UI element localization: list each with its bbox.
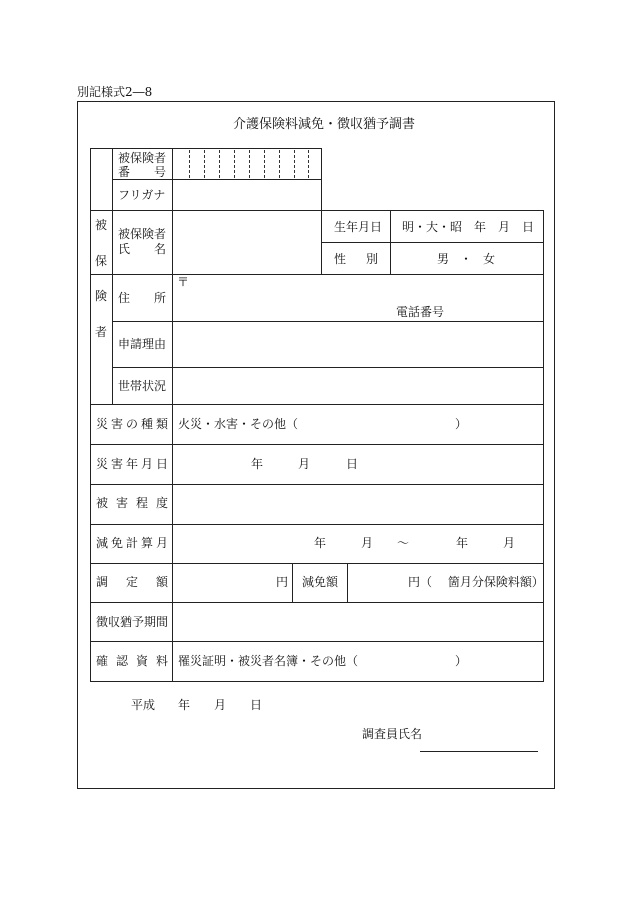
application-reason-label: 申請理由 [118,337,167,351]
disaster-date-field[interactable] [174,446,542,483]
investigator-signature-line[interactable] [420,751,538,752]
furigana-field[interactable] [174,181,320,209]
damage-degree-label: 被 害 程 度 [96,496,168,510]
reduction-amount-yen: 円（ 箇月分保険料額） [408,575,544,589]
damage-degree-field[interactable] [174,486,542,523]
footer-day: 日 [250,698,263,712]
deferral-period-label: 徴収猶予期間 [96,615,169,629]
insured-number-label-sub: 番 号 [118,165,166,179]
reduction-period-field[interactable] [174,526,542,562]
deferral-period-field[interactable] [174,604,542,640]
footer-year: 年 [178,698,191,712]
reduction-amount-label: 減免額 [302,575,339,589]
footer-month: 月 [214,698,227,712]
confirmation-label: 確 認 資 料 [96,654,168,668]
postal-mark: 〒 [177,275,190,289]
address-field[interactable] [190,278,540,302]
birth-date-field[interactable]: 明・大・昭 年 月 日 [402,220,535,234]
insured-number-label: 被保険者 [118,151,167,165]
insured-section-label: 被 保 険 者 [94,218,107,339]
sex-label: 性 別 [334,252,378,266]
confirmation-close-paren: ） [455,654,468,668]
determined-amount-yen: 円 [276,575,289,589]
disaster-date-month: 月 [298,457,311,471]
reduction-tilde: ～ [397,536,410,550]
form-number: 別記様式2―8 [77,85,153,99]
household-status-label: 世帯状況 [118,379,167,393]
determined-amount-field[interactable] [174,565,291,601]
furigana-label: フリガナ [118,188,166,202]
insured-number-field[interactable] [174,150,320,178]
reduction-from-year: 年 [314,536,327,550]
confirmation-options[interactable]: 罹災証明・被災者名簿・その他（ [178,654,359,668]
disaster-type-label: 災 害 の 種 類 [96,417,168,431]
birth-date-label: 生年月日 [334,220,383,234]
investigator-name-label: 調査員氏名 [362,727,423,741]
phone-label: 電話番号 [396,305,445,319]
disaster-type-close-paren: ） [455,417,468,431]
reduction-from-month: 月 [361,536,374,550]
disaster-type-options[interactable]: 火災・水害・その他（ [178,417,299,431]
footer-era: 平成 [131,698,156,712]
insured-name-field[interactable] [174,212,320,273]
disaster-date-day: 日 [346,457,359,471]
application-reason-field[interactable] [174,323,542,366]
insured-name-label-sub: 氏 名 [118,242,166,256]
determined-amount-label: 調 定 額 [96,575,168,589]
address-label: 住 所 [118,291,166,305]
reduction-period-label: 減 免 計 算 月 [96,536,168,550]
disaster-date-year: 年 [251,457,264,471]
reduction-to-month: 月 [503,536,516,550]
form-title: 介護保険料減免・徴収猶予調書 [233,117,416,132]
reduction-to-year: 年 [456,536,469,550]
household-status-field[interactable] [174,369,542,403]
insured-name-label: 被保険者 [118,227,167,241]
sex-options[interactable]: 男 ・ 女 [437,252,495,266]
disaster-date-label: 災 害 年 月 日 [96,457,168,471]
